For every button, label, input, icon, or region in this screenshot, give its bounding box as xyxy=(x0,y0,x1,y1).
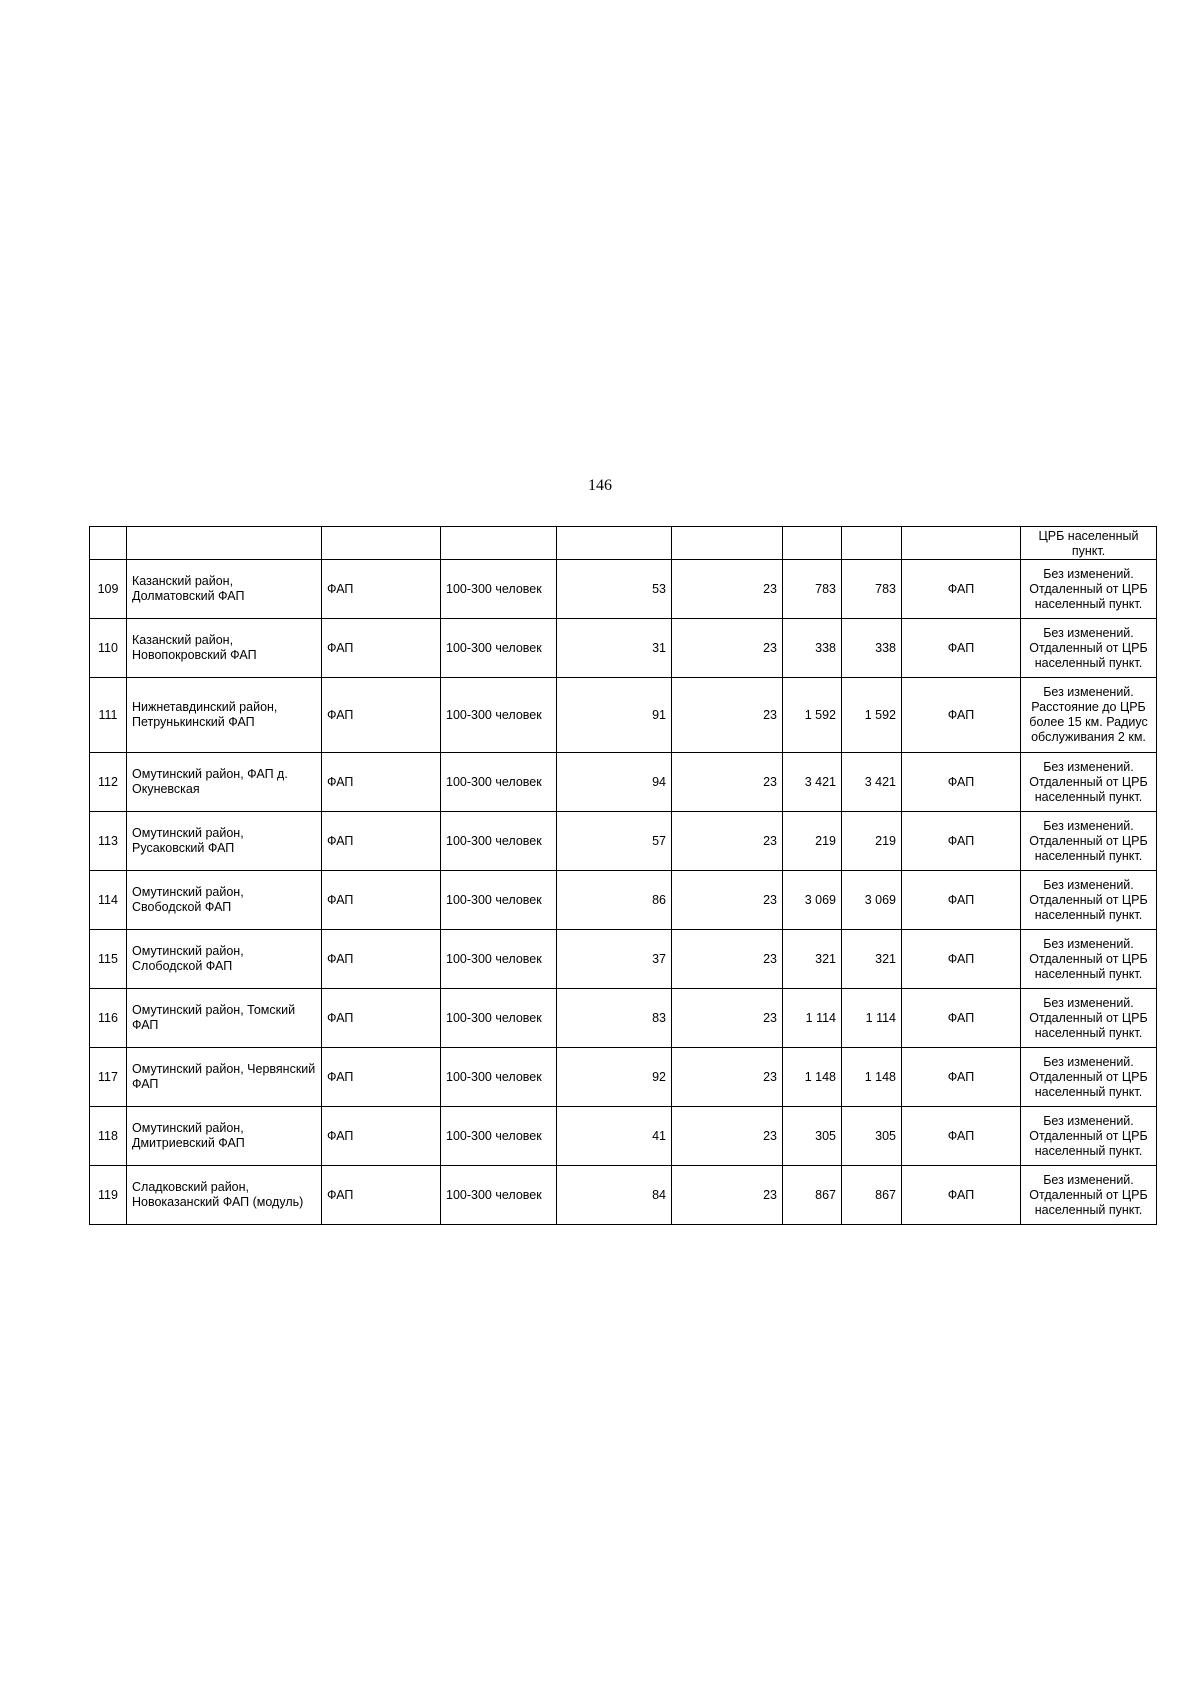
cell-type xyxy=(322,527,441,560)
cell-type-2: ФАП xyxy=(902,678,1021,753)
cell-num xyxy=(90,527,127,560)
cell-type: ФАП xyxy=(322,753,441,812)
table-row xyxy=(90,812,1157,871)
table-row xyxy=(90,619,1157,678)
table-row xyxy=(90,1048,1157,1107)
table-row xyxy=(90,871,1157,930)
cell-note: Без изменений. Расстояние до ЦРБ более 15 км. Радиус обслуживания 2 км. xyxy=(1021,678,1157,753)
cell-value-1: 57 xyxy=(557,812,672,871)
cell-value-3: 1 114 xyxy=(783,989,842,1048)
cell-note: ЦРБ населенный пункт. xyxy=(1021,527,1157,560)
cell-value-1: 94 xyxy=(557,753,672,812)
cell-value-2: 23 xyxy=(672,560,783,619)
cell-value-2: 23 xyxy=(672,619,783,678)
cell-note: Без изменений. Отдаленный от ЦРБ населенный пункт. xyxy=(1021,871,1157,930)
cell-value-2: 23 xyxy=(672,1166,783,1225)
table-row xyxy=(90,930,1157,989)
page-number: 146 xyxy=(588,477,612,494)
cell-value-4: 321 xyxy=(842,930,902,989)
cell-type-2: ФАП xyxy=(902,812,1021,871)
cell-name: Омутинский район, ФАП д. Окуневская xyxy=(127,753,322,812)
cell-num: 117 xyxy=(90,1048,127,1107)
table-row xyxy=(90,753,1157,812)
cell-type: ФАП xyxy=(322,619,441,678)
cell-note: Без изменений. Отдаленный от ЦРБ населенный пункт. xyxy=(1021,1048,1157,1107)
cell-value-2: 23 xyxy=(672,989,783,1048)
cell-value-1: 92 xyxy=(557,1048,672,1107)
cell-value-1: 84 xyxy=(557,1166,672,1225)
cell-value-4: 1 148 xyxy=(842,1048,902,1107)
cell-capacity xyxy=(441,527,557,560)
cell-value-1: 41 xyxy=(557,1107,672,1166)
cell-value-4: 219 xyxy=(842,812,902,871)
cell-type: ФАП xyxy=(322,1166,441,1225)
cell-name: Казанский район, Новопокровский ФАП xyxy=(127,619,322,678)
cell-capacity: 100-300 человек xyxy=(441,930,557,989)
cell-note: Без изменений. Отдаленный от ЦРБ населенный пункт. xyxy=(1021,1107,1157,1166)
cell-name: Омутинский район, Дмитриевский ФАП xyxy=(127,1107,322,1166)
cell-capacity: 100-300 человек xyxy=(441,871,557,930)
cell-type-2: ФАП xyxy=(902,871,1021,930)
cell-value-3: 305 xyxy=(783,1107,842,1166)
cell-value-1: 31 xyxy=(557,619,672,678)
cell-type-2: ФАП xyxy=(902,1107,1021,1166)
cell-value-2: 23 xyxy=(672,678,783,753)
cell-value-2 xyxy=(672,527,783,560)
cell-value-1: 37 xyxy=(557,930,672,989)
cell-note: Без изменений. Отдаленный от ЦРБ населенный пункт. xyxy=(1021,989,1157,1048)
cell-value-4: 305 xyxy=(842,1107,902,1166)
cell-value-2: 23 xyxy=(672,1048,783,1107)
cell-name: Омутинский район, Свободской ФАП xyxy=(127,871,322,930)
cell-type-2: ФАП xyxy=(902,930,1021,989)
table-row xyxy=(90,989,1157,1048)
cell-note: Без изменений. Отдаленный от ЦРБ населенный пункт. xyxy=(1021,753,1157,812)
table-row xyxy=(90,678,1157,753)
cell-capacity: 100-300 человек xyxy=(441,560,557,619)
cell-value-1: 91 xyxy=(557,678,672,753)
cell-num: 112 xyxy=(90,753,127,812)
cell-capacity: 100-300 человек xyxy=(441,753,557,812)
cell-note: Без изменений. Отдаленный от ЦРБ населенный пункт. xyxy=(1021,619,1157,678)
cell-value-3: 1 148 xyxy=(783,1048,842,1107)
cell-num: 118 xyxy=(90,1107,127,1166)
table-row xyxy=(90,1107,1157,1166)
cell-value-3: 867 xyxy=(783,1166,842,1225)
cell-value-4: 338 xyxy=(842,619,902,678)
cell-value-3: 321 xyxy=(783,930,842,989)
cell-value-1 xyxy=(557,527,672,560)
cell-value-3 xyxy=(783,527,842,560)
cell-type: ФАП xyxy=(322,678,441,753)
cell-type-2: ФАП xyxy=(902,1048,1021,1107)
cell-name: Сладковский район, Новоказанский ФАП (модуль) xyxy=(127,1166,322,1225)
cell-value-2: 23 xyxy=(672,753,783,812)
cell-capacity: 100-300 человек xyxy=(441,1166,557,1225)
cell-type: ФАП xyxy=(322,560,441,619)
cell-type: ФАП xyxy=(322,1048,441,1107)
cell-type-2: ФАП xyxy=(902,753,1021,812)
cell-capacity: 100-300 человек xyxy=(441,1048,557,1107)
cell-name: Омутинский район, Слободской ФАП xyxy=(127,930,322,989)
table-body xyxy=(90,527,1157,1225)
cell-value-4: 3 069 xyxy=(842,871,902,930)
cell-num: 109 xyxy=(90,560,127,619)
cell-capacity: 100-300 человек xyxy=(441,989,557,1048)
cell-note: Без изменений. Отдаленный от ЦРБ населенный пункт. xyxy=(1021,812,1157,871)
cell-num: 116 xyxy=(90,989,127,1048)
cell-name: Казанский район, Долматовский ФАП xyxy=(127,560,322,619)
cell-value-3: 219 xyxy=(783,812,842,871)
cell-name xyxy=(127,527,322,560)
cell-note: Без изменений. Отдаленный от ЦРБ населенный пункт. xyxy=(1021,930,1157,989)
cell-capacity: 100-300 человек xyxy=(441,678,557,753)
cell-note: Без изменений. Отдаленный от ЦРБ населенный пункт. xyxy=(1021,1166,1157,1225)
cell-type-2 xyxy=(902,527,1021,560)
cell-value-3: 783 xyxy=(783,560,842,619)
cell-type: ФАП xyxy=(322,1107,441,1166)
table-row xyxy=(90,1166,1157,1225)
cell-type: ФАП xyxy=(322,989,441,1048)
cell-value-2: 23 xyxy=(672,812,783,871)
cell-capacity: 100-300 человек xyxy=(441,812,557,871)
cell-value-3: 338 xyxy=(783,619,842,678)
cell-type-2: ФАП xyxy=(902,560,1021,619)
cell-type: ФАП xyxy=(322,871,441,930)
cell-name: Омутинский район, Томский ФАП xyxy=(127,989,322,1048)
cell-name: Нижнетавдинский район, Петрунькинский ФАП xyxy=(127,678,322,753)
cell-capacity: 100-300 человек xyxy=(441,619,557,678)
cell-type-2: ФАП xyxy=(902,619,1021,678)
cell-value-4 xyxy=(842,527,902,560)
cell-value-4: 3 421 xyxy=(842,753,902,812)
cell-type-2: ФАП xyxy=(902,989,1021,1048)
cell-num: 113 xyxy=(90,812,127,871)
cell-value-3: 3 421 xyxy=(783,753,842,812)
table-row xyxy=(90,560,1157,619)
cell-type: ФАП xyxy=(322,930,441,989)
cell-value-3: 1 592 xyxy=(783,678,842,753)
cell-num: 111 xyxy=(90,678,127,753)
cell-value-4: 783 xyxy=(842,560,902,619)
cell-num: 115 xyxy=(90,930,127,989)
cell-num: 110 xyxy=(90,619,127,678)
cell-note: Без изменений. Отдаленный от ЦРБ населенный пункт. xyxy=(1021,560,1157,619)
cell-type: ФАП xyxy=(322,812,441,871)
cell-capacity: 100-300 человек xyxy=(441,1107,557,1166)
cell-value-3: 3 069 xyxy=(783,871,842,930)
cell-value-1: 83 xyxy=(557,989,672,1048)
cell-value-4: 1 114 xyxy=(842,989,902,1048)
cell-value-4: 1 592 xyxy=(842,678,902,753)
cell-value-1: 53 xyxy=(557,560,672,619)
facilities-table xyxy=(89,526,1157,1225)
cell-num: 119 xyxy=(90,1166,127,1225)
cell-value-2: 23 xyxy=(672,871,783,930)
cell-value-2: 23 xyxy=(672,1107,783,1166)
cell-value-4: 867 xyxy=(842,1166,902,1225)
cell-name: Омутинский район, Червянский ФАП xyxy=(127,1048,322,1107)
cell-value-2: 23 xyxy=(672,930,783,989)
cell-num: 114 xyxy=(90,871,127,930)
cell-value-1: 86 xyxy=(557,871,672,930)
cell-name: Омутинский район, Русаковский ФАП xyxy=(127,812,322,871)
continued-row xyxy=(90,527,1157,560)
cell-type-2: ФАП xyxy=(902,1166,1021,1225)
